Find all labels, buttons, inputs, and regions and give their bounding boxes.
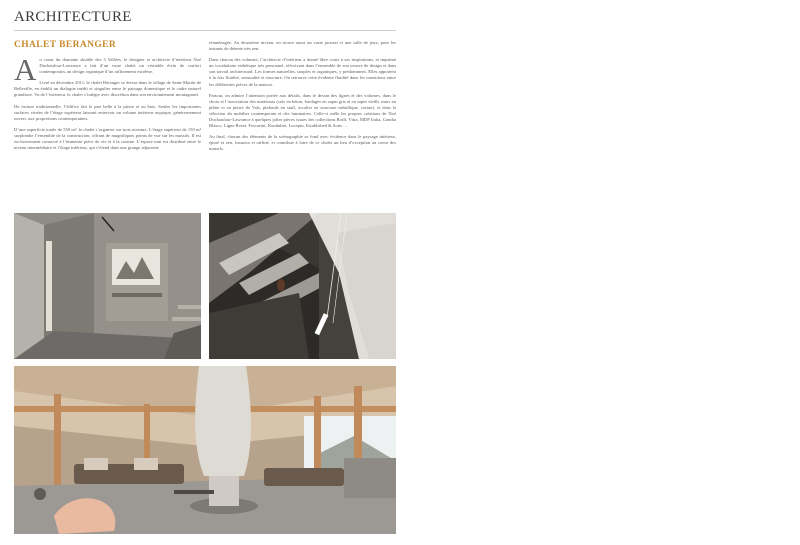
body-paragraph: réaménagée. Au deuxième niveau, on trouve aussi un vaste jacuzzi et une salle de jeux, pour les instants de détente très zen.: [209, 40, 396, 52]
interior-hallway-photo: [14, 213, 201, 359]
painting: [112, 249, 160, 285]
central-column: [195, 366, 251, 476]
article-column-left: [14, 52, 201, 156]
body-paragraph: Dans chacun des volumes, l’architecte d’intérieur a donné libre cours à ses inspirations, et imprimé un vocabulaire esthétique très personnel, réécrivant dans l’ensemble de son oeuvre de design et dans son travail architectural. Les formes naturelles, souples et organiques, y prédominent. Elles apportent à la fois fluidité, sensualité et structure. On retrouve cette évidente fluidité dans les transitions entre les différentes pièces de la maison.: [209, 57, 396, 87]
body-paragraph: Livré en décembre 2011, le chalet Béranger se dresse dans le village de Saint-Martin de Belleville, en établit un dialogue inédit et singulier entre le paysage domestique et le cadre naturel grandiose. Vu de l’extérieur, le chalet s’intègre avec discrétion dans son environnement montagnard.: [14, 80, 201, 98]
header-divider: [14, 30, 396, 31]
body-paragraph: Au final, chacun des éléments de la scénographie se fond avec évidence dans le paysage intérieur, épuré et zen, luxueux et raffiné, et contribue à faire de ce chalet un lieu d’exception au coeur des massifs.: [209, 134, 396, 152]
body-paragraph: De facture traditionnelle, l’édifice fait la part belle à la pierre et au bois. Seules les importantes surfaces vitrées de l’étage supérieur laissent entrevoir un volume intérieur atypique, généreusement ouvert, aux proportions contemporaines.: [14, 103, 201, 121]
article-column-right: [209, 40, 396, 158]
staircase-photo: [209, 213, 396, 359]
drop-cap: A: [14, 52, 37, 87]
article-title: CHALET BERANGER: [14, 40, 117, 50]
intro-text: u coeur du domaine skiable des 3 Vallées, le designer et architecte d’intérieur Noé Duchaufour-Lawrance a fait d’un vaste chalet un véritable écrin de confort contemporain, au design organique d’un raffinement extrême.: [39, 57, 201, 75]
section-title: ARCHITECTURE: [14, 9, 132, 25]
body-paragraph: Partout, on admire l’attention portée aux détails, dans le dessin des lignes et des volumes, dans le choix et l’association des matériaux (sols en béton, bardages en sapin gris et en sapin vieilli, murs en plâtre et en pierre de Vals, plafonds en staff, escalier en structure métallique, corian), et dans la sélection du mobilier contemporain et des luminaires. Celle-ci mêle les propres créations de Noé Duchaufour-Lawrance à quelques jolies pièces issues des collections Boffi, Vitra, MDF Italia, Gandia Blasco, Ligne Roset, Foscarini, Kundalini, Lucepiu, Established & Sons …: [209, 92, 396, 129]
living-room-photo: [14, 366, 396, 534]
intro-paragraph: [14, 52, 201, 87]
body-paragraph: D’une superficie totale de 550 m², le chalet s’organise sur trois niveaux. L’étage supérieur de 150 m² surplombe l’ensemble de la construction, offrant de magnifiques points de vue sur les massifs. Il est exclusivement consacré à l’immense pièce de vie et à la cuisine. L’espace nuit est distribué entre le niveau intermédiaire et l’étage inférieur, qui s’étend dans une grange adjacente: [14, 126, 201, 151]
